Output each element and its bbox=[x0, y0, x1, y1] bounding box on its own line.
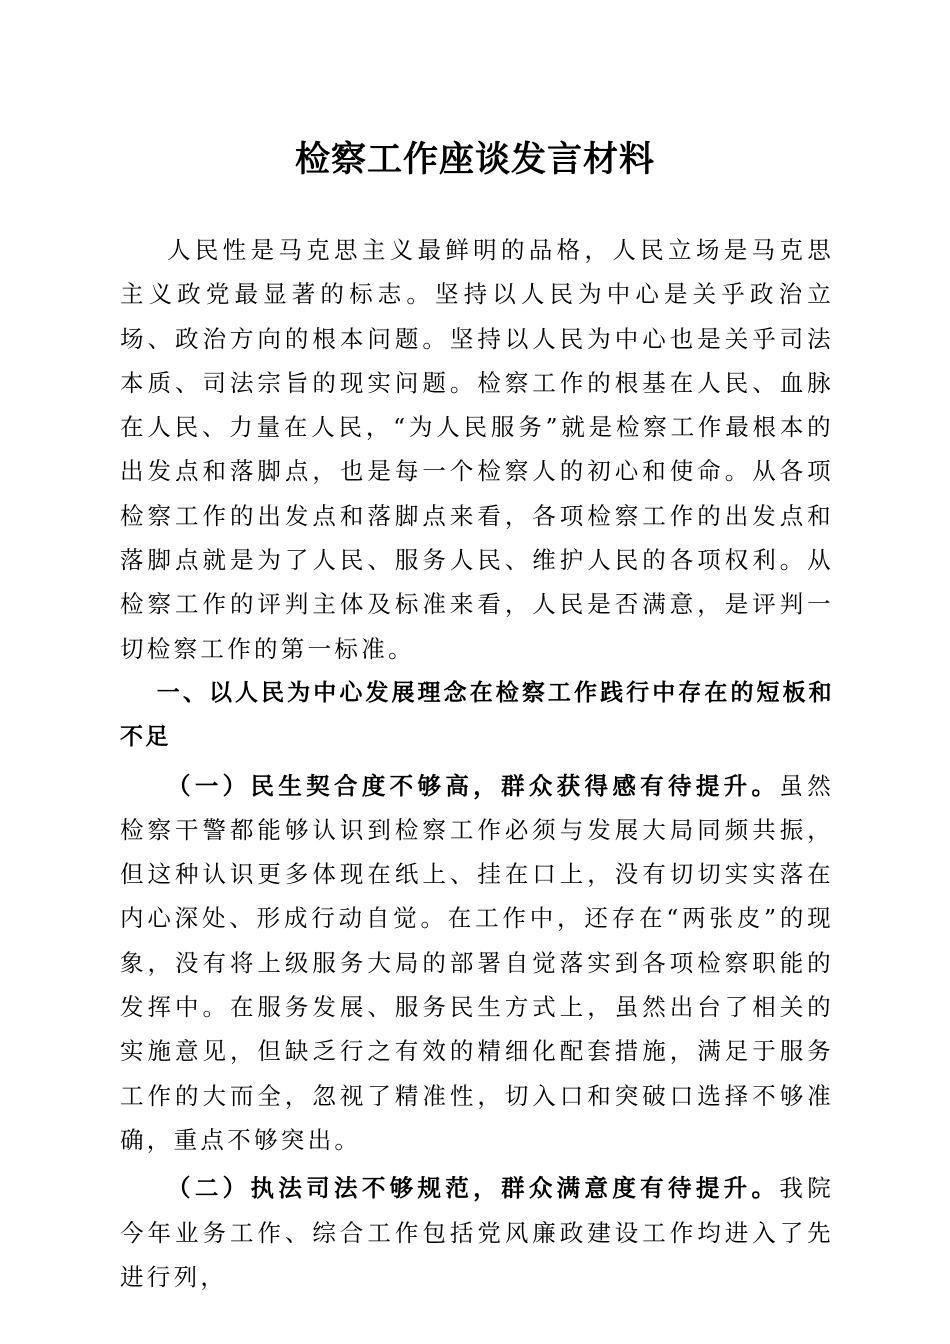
document-title: 检察工作座谈发言材料 bbox=[294, 139, 655, 180]
item-one-heading: （一）民生契合度不够高，群众获得感有待提升。 bbox=[167, 771, 780, 800]
item-two-paragraph bbox=[120, 1166, 834, 1299]
document-body bbox=[120, 228, 834, 1299]
item-two-body: 我院今年业务工作、综合工作包括党风廉政建设工作均进入了先进行列， bbox=[120, 1174, 834, 1291]
item-two-heading: （二）执法司法不够规范，群众满意度有待提升。 bbox=[167, 1174, 780, 1203]
item-one-paragraph bbox=[120, 764, 834, 1163]
intro-paragraph: 人民性是马克思主义最鲜明的品格，人民立场是马克思主义政党最显著的标志。坚持以人民为中心是关乎政治立场、政治方向的根本问题。坚持以人民为中心也是关乎司法本质、司法宗旨的现实问题。检察工作的根基在人民、血脉在人民、力量在人民，“为人民服务”就是检察工作最根本的出发点和落脚点，也是每一个检察人的初心和使命。从各项检察工作的出发点和落脚点来看，各项检察工作的出发点和落脚点就是为了人民、服务人民、维护人民的各项权利。从检察工作的评判主体及标准来看，人民是否满意，是评判一切检察工作的第一标准。 bbox=[120, 236, 834, 663]
section-one-heading: 一、以人民为中心发展理念在检察工作践行中存在的短板和不足 bbox=[120, 679, 834, 751]
item-one-body: 虽然检察干警都能够认识到检察工作必须与发展大局同频共振，但这种认识更多体现在纸上、挂在口上，没有切切实实落在内心深处、形成行动自觉。在工作中，还存在“两张皮”的现象，没有将上级服务大局的部署自觉落实到各项检察职能的发挥中。在服务发展、服务民生方式上，虽然出台了相关的实施意见，但缺乏行之有效的精细化配套措施，满足于服务工作的大而全，忽视了精准性，切入口和突破口选择不够准确，重点不够突出。 bbox=[120, 771, 834, 1154]
